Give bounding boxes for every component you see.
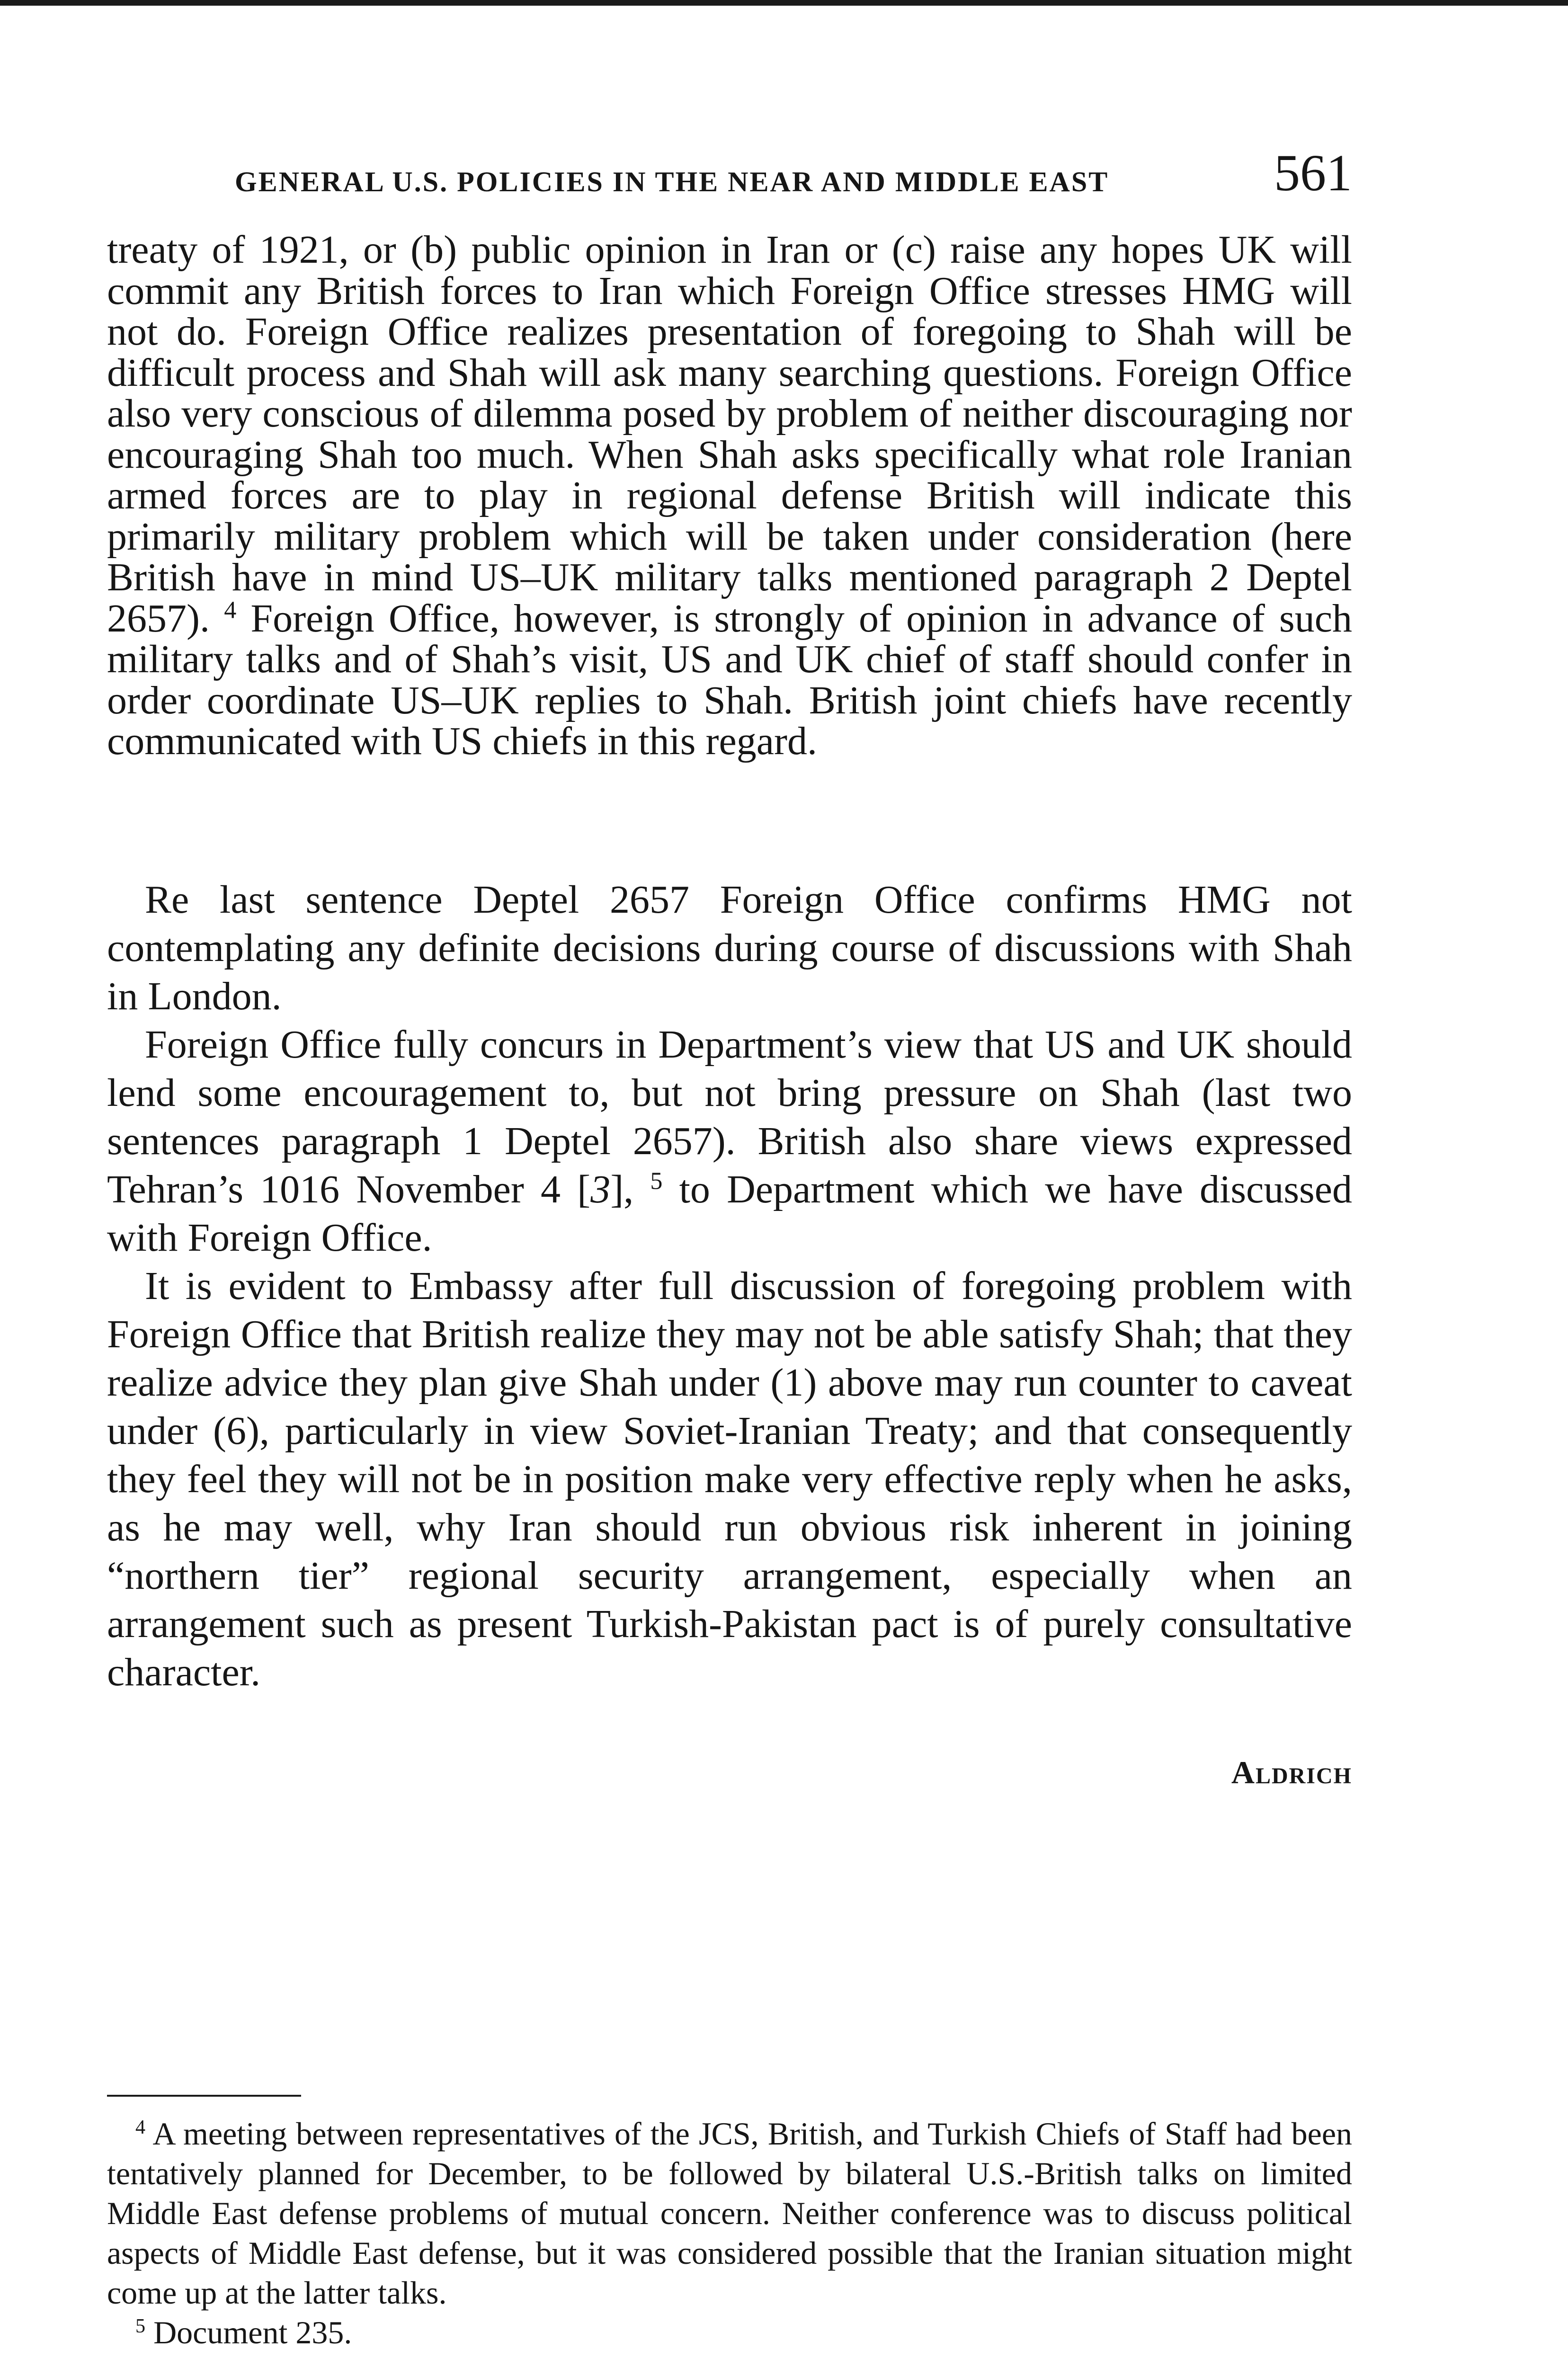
paragraph-text: to Department which we have discussed with Foreign Office. — [107, 1167, 1353, 1260]
paragraph: It is evident to Embassy after full discussion of foregoing problem with Foreign Office that British realize they may not be able satisfy Shah; that they realize advice they plan give Shah under (1) above may run counter to caveat under (6), particularly in view Soviet-Iranian Treaty; and that consequently they feel they will not be in position make very effective reply when he asks, as he may well, why Iran should run obvious risk inherent in joining “northern tier” regional security arrangement, especially when an arrangement such as present Turkish-Pakistan pact is of purely consultative character. — [107, 1264, 1352, 1694]
paragraph: Re last sentence Deptel 2657 Foreign Office confirms HMG not contemplating any definite decisions during course of discussions with Shah in London. — [107, 878, 1352, 1018]
paragraph-text: treaty of 1921, or (b) public opinion in Iran or (c) raise any hopes UK will commit any British forces to Iran which Foreign Office stresses HMG will not do. Foreign Office realizes presentation of foregoing to Shah will be difficult process and Shah will ask many searching questions. Foreign Office also very conscious of dilemma posed by problem of neither discouraging nor encouraging Shah too much. When Shah asks specifically what role Iranian armed forces are to play in regional defense British will indicate this primarily military problem which will be taken under consideration (here British have in mind US–UK military talks mentioned paragraph 2 Deptel 2657). — [107, 228, 1352, 641]
running-head: GENERAL U.S. POLICIES IN THE NEAR AND MIDDLE EAST — [235, 166, 1109, 197]
body-paragraphs — [107, 876, 1352, 1697]
page-number: 561 — [1274, 144, 1352, 202]
signature: Aldrich — [1231, 1754, 1352, 1790]
footnote-text: Document 235. — [145, 2314, 352, 2350]
footnote-rule — [107, 2095, 301, 2097]
footnote-text: A meeting between representatives of the JCS, British, and Turkish Chiefs of Staff had been tentatively planned for December, to be followed by bilateral U.S.-British talks on limited Middle East defense problems of mutual concern. Neither conference was to discuss political aspects of Middle East defense, but it was considered possible that the Iranian situation might come up at the latter talks. — [107, 2116, 1352, 2311]
paragraph-text: ], — [610, 1167, 634, 1211]
footnote-ref-5[interactable]: 5 — [650, 1167, 663, 1195]
bracketed-number: 3 — [590, 1167, 611, 1211]
footnote-5 — [107, 2313, 1352, 2352]
page-header — [107, 142, 1352, 204]
page-top-rule — [0, 0, 1568, 6]
paragraph — [107, 1021, 1352, 1262]
paragraph-text: Foreign Office fully concurs in Department’s view that US and UK should lend some encouragement to, but not bring pressure on Shah (last two sentences paragraph 1 Deptel 2657). British also share views expressed Tehran’s 1016 November 4 [ — [107, 1023, 1352, 1211]
footnote-ref-4[interactable]: 4 — [224, 596, 237, 623]
footnote-marker: 5 — [135, 2314, 146, 2337]
footnote-4 — [107, 2114, 1352, 2313]
continued-paragraph — [107, 230, 1352, 762]
paragraph-text: Foreign Office, however, is strongly of opinion in advance of such military talks and of Shah’s visit, US and UK chief of staff should confer in order coordinate US–UK replies to Shah. British joint chiefs have recently communicated with US chiefs in this regard. — [107, 596, 1352, 763]
footnote-marker: 4 — [135, 2116, 146, 2138]
footnotes — [107, 2114, 1352, 2352]
